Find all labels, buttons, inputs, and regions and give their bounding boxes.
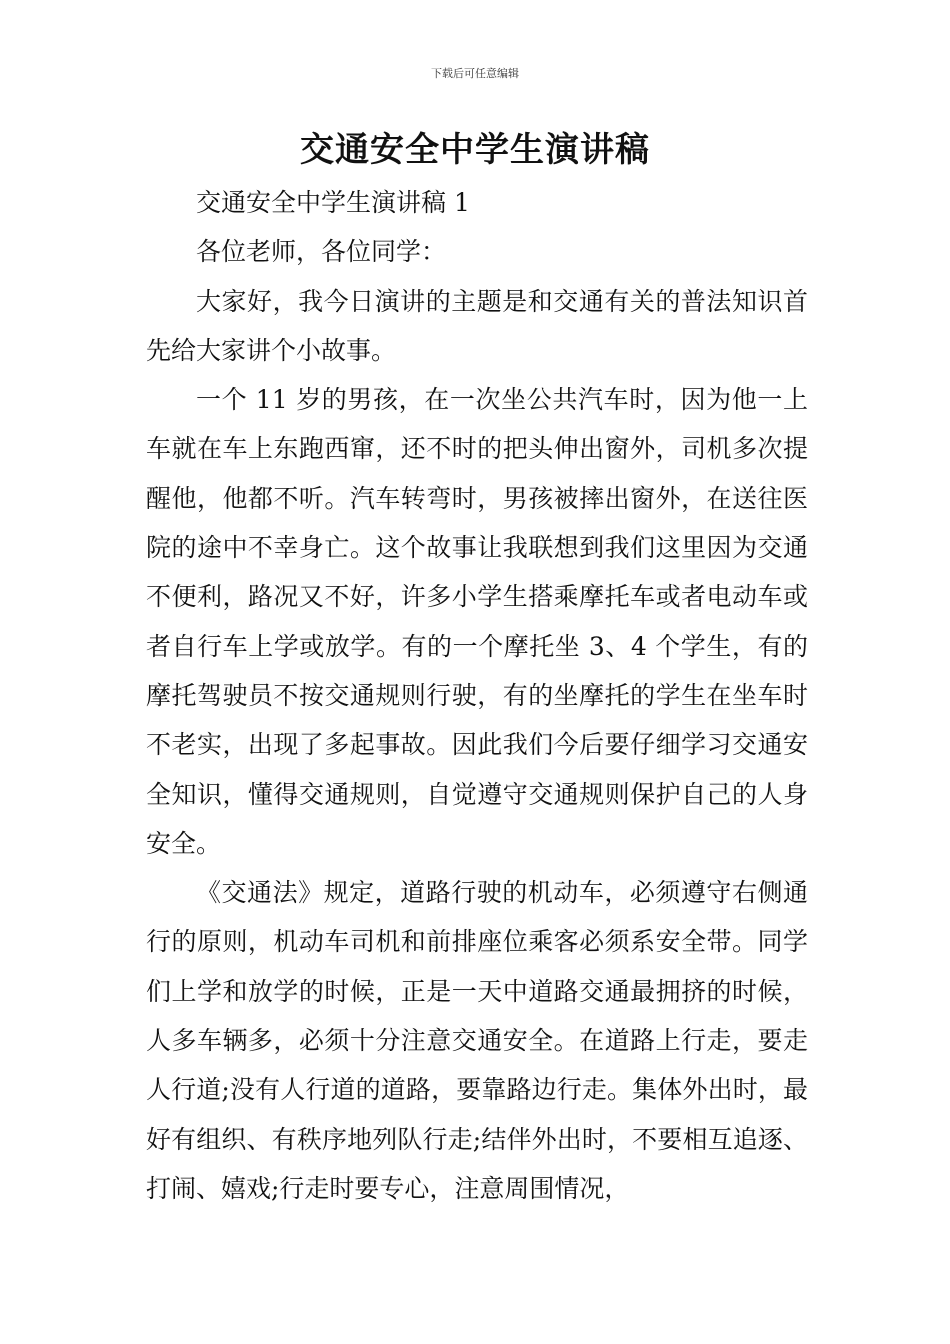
salutation-paragraph: 各位老师，各位同学： — [196, 237, 447, 267]
story-paragraph: 一个 11 岁的男孩，在一次坐公共汽车时，因为他一上车就在车上东跑西窜，还不时的把头伸出窗外，司机多次提醒他，他都不听。汽车转弯时，男孩被摔出窗外，在送往医院的途中不幸身亡。这个故事让我联想到我们这里因为交通不便利，路况又不好，许多小学生搭乘摩托车或者电动车或者自行车上学或放学。有的一个摩托坐 3、4 个学生，有的摩托驾驶员不按交通规则行驶，有的坐摩托的学生在坐车时不老实，出现了多起事故。因此我们今后要仔细学习交通安全知识，懂得交通规则，自觉遵守交通规则保护自己的人身安全。 — [146, 385, 808, 858]
header-note: 下载后可任意编辑 — [431, 67, 519, 80]
intro-paragraph: 大家好，我今日演讲的主题是和交通有关的普法知识首先给大家讲个小故事。 — [146, 286, 808, 365]
document-title: 交通安全中学生演讲稿 — [300, 130, 650, 170]
document-body — [146, 178, 808, 1213]
traffic-law-paragraph: 《交通法》规定，道路行驶的机动车，必须遵守右侧通行的原则，机动车司机和前排座位乘客必须系安全带。同学们上学和放学的时候，正是一天中道路交通最拥挤的时候，人多车辆多，必须十分注意交通安全。在道路上行走，要走人行道;没有人行道的道路，要靠路边行走。集体外出时，最好有组织、有秩序地列队行走;结伴外出时，不要相互追逐、打闹、嬉戏;行走时要专心，注意周围情况， — [146, 878, 808, 1203]
subtitle-paragraph: 交通安全中学生演讲稿 1 — [196, 188, 470, 217]
